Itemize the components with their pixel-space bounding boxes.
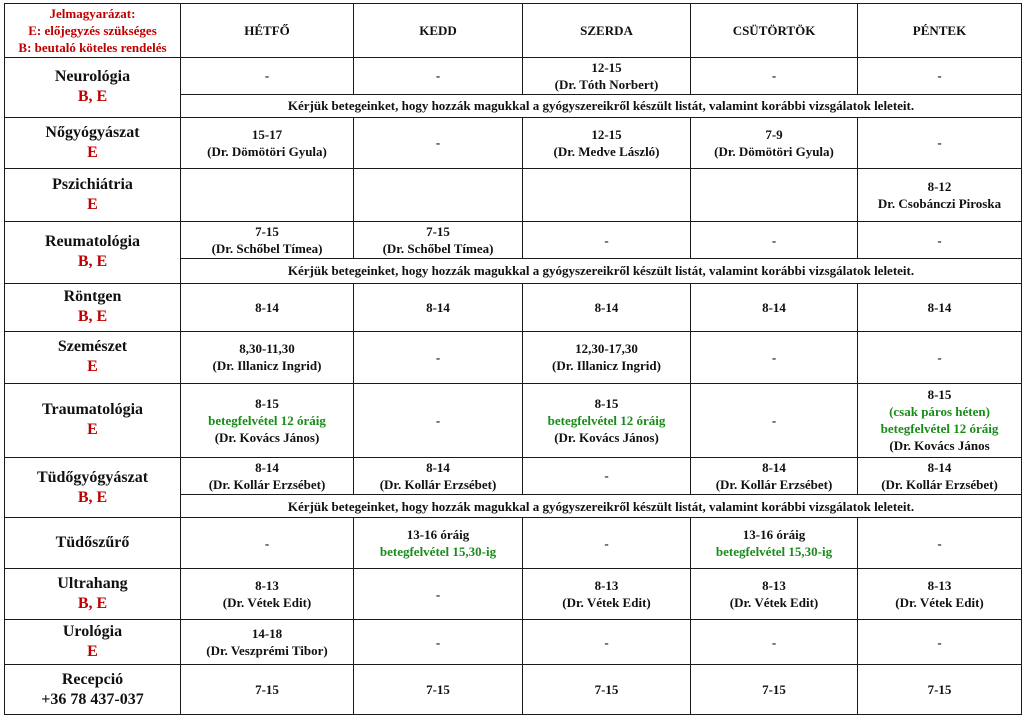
schedule-cell-friday xyxy=(858,283,1022,331)
cell-hours: 8-13 xyxy=(927,578,952,593)
schedule-cell-monday xyxy=(181,457,354,494)
cell-hours: 8-14 xyxy=(426,299,450,315)
specialty-codes: B, E xyxy=(77,88,108,106)
day-header-friday: PÉNTEK xyxy=(858,4,1022,58)
cell-detail: (Dr. Veszprémi Tibor) xyxy=(206,643,328,659)
cell-hours: 12,30-17,30 xyxy=(575,341,638,357)
schedule-cell-friday xyxy=(858,57,1022,94)
cell-hours: - xyxy=(435,412,441,428)
schedule-cell-thursday xyxy=(691,568,858,619)
cell-detail: (Dr. Kovács János) xyxy=(214,429,320,445)
specialty-name: Neurológia xyxy=(54,68,131,86)
cell-hours: 8-14 xyxy=(762,299,786,315)
schedule-cell-friday xyxy=(858,118,1022,168)
cell-detail: (Dr. Vétek Edit) xyxy=(562,595,651,610)
schedule-cell-wednesday xyxy=(523,457,691,494)
schedule-cell-tuesday xyxy=(354,332,523,383)
specialty-codes: B, E xyxy=(77,595,108,612)
cell-hours: - xyxy=(435,586,441,602)
specialty-cell xyxy=(5,222,181,284)
schedule-cell-wednesday xyxy=(523,57,691,94)
cell-hours: 8-13 xyxy=(762,578,786,593)
day-header-monday: HÉTFŐ xyxy=(181,4,354,58)
specialty-name: Recepció xyxy=(61,670,124,688)
cell-detail: (Dr. Kovács János) xyxy=(554,429,659,445)
schedule-cell-tuesday xyxy=(354,665,523,715)
specialty-name: Nőgyógyászat xyxy=(45,123,140,141)
schedule-cell-monday xyxy=(181,168,354,222)
schedule-cell-monday xyxy=(181,118,354,168)
schedule-cell-wednesday xyxy=(523,665,691,715)
schedule-cell-tuesday xyxy=(354,518,523,568)
cell-detail: (Dr. Schőbel Tímea) xyxy=(211,241,323,257)
schedule-cell-monday xyxy=(181,383,354,457)
cell-hours: 8-14 xyxy=(255,459,279,475)
cell-hours: - xyxy=(937,232,942,248)
cell-hours: 14-18 xyxy=(251,626,283,642)
specialty-cell xyxy=(5,57,181,118)
cell-detail: (Dr. Vétek Edit) xyxy=(729,595,819,610)
cell-hours: 8-12 xyxy=(927,178,952,194)
cell-detail: (Dr. Illanicz Ingrid) xyxy=(552,358,661,374)
schedule-cell-wednesday xyxy=(523,222,691,259)
legend-e-key: E xyxy=(28,22,37,38)
schedule-cell-monday xyxy=(181,518,354,568)
schedule-cell-friday xyxy=(858,665,1022,715)
schedule-cell-tuesday xyxy=(354,283,523,331)
specialty-row xyxy=(5,332,1022,383)
cell-hours: - xyxy=(771,68,777,84)
schedule-cell-monday xyxy=(181,57,354,94)
schedule-cell-monday xyxy=(181,222,354,259)
cell-hours: - xyxy=(771,349,777,365)
schedule-cell-tuesday xyxy=(354,568,523,619)
specialty-name: Reumatológia xyxy=(44,233,141,251)
cell-hours: 8-13 xyxy=(594,578,619,593)
specialty-name: Szemészet xyxy=(57,338,128,356)
specialty-codes: E xyxy=(87,358,98,376)
cell-detail: (Dr. Vétek Edit) xyxy=(222,595,312,610)
cell-detail: (Dr. Illanicz Ingrid) xyxy=(212,358,322,374)
cell-hours: - xyxy=(264,68,270,84)
cell-hours: 8-15 xyxy=(594,395,619,411)
schedule-cell-wednesday xyxy=(523,383,691,457)
cell-hours: 8-14 xyxy=(255,299,279,315)
cell-hours: - xyxy=(937,349,942,365)
schedule-cell-wednesday xyxy=(523,332,691,383)
cell-hours: - xyxy=(937,68,942,84)
specialty-row xyxy=(5,383,1022,457)
cell-hours: 7-15 xyxy=(426,682,450,698)
schedule-cell-friday xyxy=(858,222,1022,259)
schedule-cell-thursday xyxy=(691,332,858,383)
legend-title: Jelmagyarázat: xyxy=(49,5,136,21)
schedule-cell-tuesday xyxy=(354,383,523,457)
specialty-name: Traumatológia xyxy=(41,401,144,419)
cell-hours: 8-14 xyxy=(762,459,786,475)
cell-hours: - xyxy=(604,468,609,484)
schedule-cell-tuesday xyxy=(354,57,523,94)
cell-hours: - xyxy=(771,634,777,650)
cell-hours: - xyxy=(264,535,270,551)
cell-hours: 7-9 xyxy=(765,126,783,142)
cell-detail: (Dr. Kollár Erzsébet) xyxy=(379,476,497,492)
specialty-row xyxy=(5,57,1022,94)
cell-hours: - xyxy=(937,634,942,650)
specialty-row xyxy=(5,222,1022,259)
specialty-codes: B, E xyxy=(77,308,108,326)
cell-detail: (Dr. Kollár Erzsébet) xyxy=(715,476,833,492)
cell-detail: betegfelvétel 15,30-ig xyxy=(379,544,497,560)
specialty-row xyxy=(5,518,1022,568)
cell-hours: 7-15 xyxy=(255,224,279,240)
cell-hours: 12-15 xyxy=(591,59,622,75)
specialty-codes: E xyxy=(87,643,98,661)
patient-note: Kérjük betegeinket, hogy hozzák magukkal a gyógyszereikről készült listát, valamint korábbi vizsgálatok leleteit. xyxy=(181,94,1022,118)
patient-note: Kérjük betegeinket, hogy hozzák magukkal a gyógyszereikről készült listát, valamint korábbi vizsgálatok leleteit. xyxy=(181,494,1022,518)
cell-detail: betegfelvétel 12 óráig xyxy=(547,412,666,428)
specialty-name: Ultrahang xyxy=(57,575,128,592)
schedule-cell-thursday xyxy=(691,283,858,331)
schedule-cell-thursday xyxy=(691,518,858,568)
specialty-row xyxy=(5,457,1022,494)
cell-hours: - xyxy=(604,535,609,551)
cell-hours: - xyxy=(937,135,942,151)
specialty-cell xyxy=(5,283,181,331)
specialty-name: Tüdőszűrő xyxy=(55,534,130,552)
legend-b-text: : beutaló köteles rendelés xyxy=(27,39,167,55)
schedule-cell-thursday xyxy=(691,457,858,494)
cell-hours: 8-14 xyxy=(927,299,952,315)
cell-detail: (Dr. Dömötöri Gyula) xyxy=(714,143,834,159)
cell-hours: 8-13 xyxy=(255,578,279,593)
schedule-cell-friday xyxy=(858,568,1022,619)
cell-hours: 7-15 xyxy=(594,682,619,698)
specialty-row xyxy=(5,118,1022,168)
cell-hours: 7-15 xyxy=(762,682,786,698)
schedule-cell-monday xyxy=(181,620,354,665)
cell-hours: - xyxy=(771,412,777,428)
cell-hours: 13-16 óráig xyxy=(406,527,470,543)
schedule-cell-wednesday xyxy=(523,518,691,568)
cell-detail: betegfelvétel 15,30-ig xyxy=(715,544,833,560)
day-header-wednesday: SZERDA xyxy=(523,4,691,58)
specialty-row xyxy=(5,168,1022,222)
schedule-cell-thursday xyxy=(691,665,858,715)
cell-detail: (Dr. Vétek Edit) xyxy=(895,595,984,610)
legend-b-key: B xyxy=(18,39,28,55)
specialty-codes: E xyxy=(87,195,98,213)
schedule-cell-tuesday xyxy=(354,457,523,494)
schedule-body xyxy=(5,57,1022,715)
cell-detail: (Dr. Dömötöri Gyula) xyxy=(207,143,327,159)
schedule-cell-friday xyxy=(858,620,1022,665)
legend-e-text: : előjegyzés szükséges xyxy=(36,22,157,38)
schedule-cell-tuesday xyxy=(354,620,523,665)
cell-hours: 7-15 xyxy=(426,224,450,240)
cell-hours: - xyxy=(604,232,609,248)
cell-hours: 8,30-11,30 xyxy=(239,341,295,357)
specialty-name: Urológia xyxy=(62,623,123,641)
schedule-cell-thursday xyxy=(691,118,858,168)
cell-detail: (Dr. Kovács János xyxy=(889,438,990,454)
patient-note: Kérjük betegeinket, hogy hozzák magukkal a gyógyszereikről készült listát, valamint korábbi vizsgálatok leleteit. xyxy=(181,259,1022,284)
cell-hours: - xyxy=(435,349,441,365)
cell-hours: - xyxy=(435,634,441,650)
cell-hours: 7-15 xyxy=(927,682,952,698)
schedule-cell-monday xyxy=(181,568,354,619)
cell-hours: - xyxy=(771,232,777,248)
schedule-cell-friday xyxy=(858,168,1022,222)
specialty-cell xyxy=(5,518,181,568)
specialty-codes: B, E xyxy=(77,488,108,506)
specialty-cell xyxy=(5,457,181,518)
specialty-codes: B, E xyxy=(77,253,108,271)
schedule-cell-wednesday xyxy=(523,568,691,619)
specialty-name: Pszichiátria xyxy=(52,175,133,193)
cell-hours: - xyxy=(435,68,441,84)
cell-detail: betegfelvétel 12 óráig xyxy=(208,412,326,428)
specialty-row xyxy=(5,665,1022,715)
cell-hours: 15-17 xyxy=(251,126,283,142)
schedule-cell-wednesday xyxy=(523,168,691,222)
specialty-row xyxy=(5,283,1022,331)
specialty-cell xyxy=(5,168,181,222)
schedule-cell-thursday xyxy=(691,222,858,259)
cell-hours: - xyxy=(435,135,441,151)
cell-hours: 8-14 xyxy=(927,459,952,475)
schedule-cell-thursday xyxy=(691,620,858,665)
cell-hours: 7-15 xyxy=(255,682,279,698)
specialty-cell xyxy=(5,568,181,619)
schedule-cell-thursday xyxy=(691,57,858,94)
specialty-cell xyxy=(5,383,181,457)
schedule-cell-monday xyxy=(181,332,354,383)
cell-detail: (Dr. Schőbel Tímea) xyxy=(382,241,494,257)
schedule-cell-friday xyxy=(858,332,1022,383)
specialty-name: Röntgen xyxy=(63,288,122,306)
schedule-cell-wednesday xyxy=(523,118,691,168)
schedule-cell-friday xyxy=(858,457,1022,494)
cell-detail: (Dr. Medve László) xyxy=(553,143,660,159)
cell-hours: 8-15 xyxy=(255,395,279,411)
specialty-row xyxy=(5,568,1022,619)
specialty-row xyxy=(5,620,1022,665)
legend xyxy=(5,4,181,58)
day-header-tuesday: KEDD xyxy=(354,4,523,58)
specialty-codes: E xyxy=(87,143,98,161)
schedule-cell-monday xyxy=(181,283,354,331)
specialty-cell xyxy=(5,118,181,168)
specialty-cell xyxy=(5,665,181,715)
schedule-table xyxy=(4,3,1022,715)
header-row xyxy=(5,4,1022,58)
schedule-cell-monday xyxy=(181,665,354,715)
cell-hours: 12-15 xyxy=(591,126,622,142)
cell-detail: (Dr. Tóth Norbert) xyxy=(554,76,659,92)
specialty-name: Tüdőgyógyászat xyxy=(36,468,149,486)
cell-hours: - xyxy=(937,535,942,551)
cell-hours: 8-14 xyxy=(594,299,619,315)
schedule-cell-friday xyxy=(858,518,1022,568)
schedule-cell-wednesday xyxy=(523,283,691,331)
specialty-cell xyxy=(5,332,181,383)
cell-detail: (Dr. Kollár Erzsébet) xyxy=(881,476,998,492)
cell-hours: 13-16 óráig xyxy=(742,527,806,543)
phone-number: +36 78 437-037 xyxy=(41,690,144,708)
cell-hours: 8-14 xyxy=(426,459,450,475)
schedule-cell-tuesday xyxy=(354,118,523,168)
schedule-cell-tuesday xyxy=(354,222,523,259)
schedule-cell-friday xyxy=(858,383,1022,457)
schedule-cell-thursday xyxy=(691,168,858,222)
schedule-cell-thursday xyxy=(691,383,858,457)
cell-hours: - xyxy=(604,634,609,650)
schedule-cell-wednesday xyxy=(523,620,691,665)
cell-detail: Dr. Csobánczi Piroska xyxy=(877,195,1002,211)
schedule-cell-tuesday xyxy=(354,168,523,222)
cell-detail: (csak páros héten) xyxy=(889,404,990,420)
specialty-codes: E xyxy=(87,421,98,439)
day-header-thursday: CSÜTÖRTÖK xyxy=(691,4,858,58)
specialty-cell xyxy=(5,620,181,665)
cell-hours: 8-15 xyxy=(927,387,952,403)
cell-detail: betegfelvétel 12 óráig xyxy=(880,421,999,437)
cell-detail: (Dr. Kollár Erzsébet) xyxy=(208,476,326,492)
